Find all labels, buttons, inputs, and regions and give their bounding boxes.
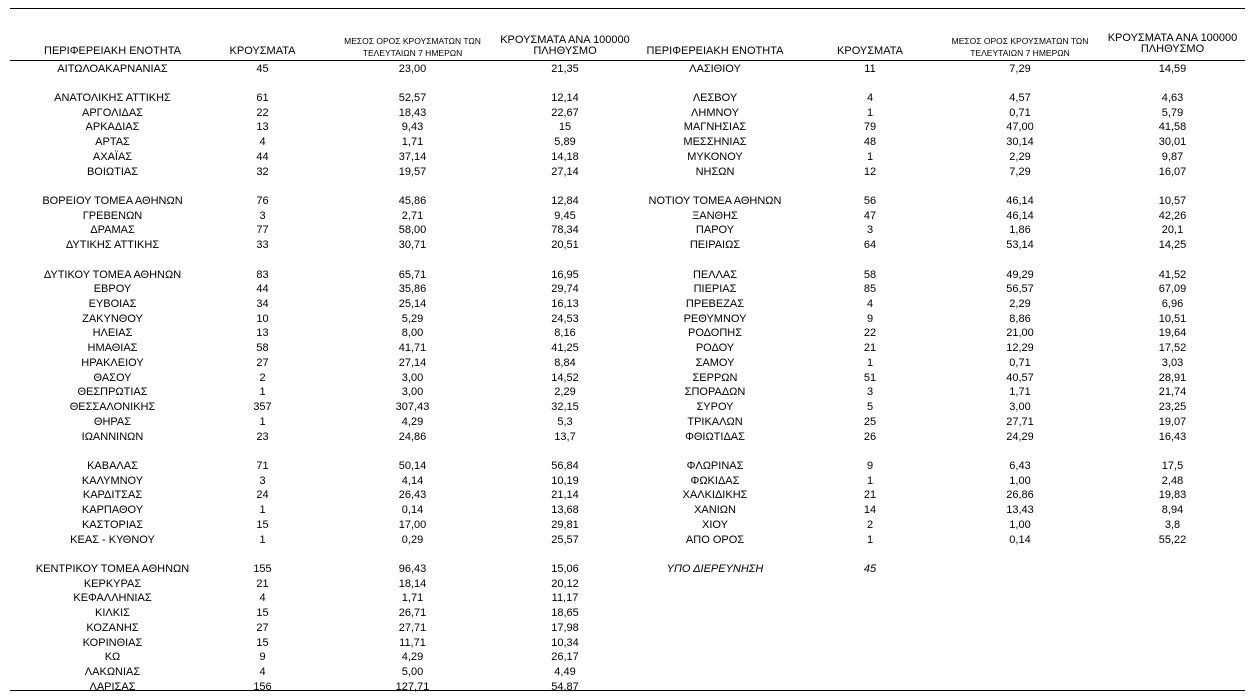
per100k-cell: 26,17 xyxy=(551,651,579,664)
region-name: ΓΡΕΒΕΝΩΝ xyxy=(82,209,143,222)
avg-cell: 24,86 xyxy=(398,430,427,443)
avg-cell: 56,57 xyxy=(1006,283,1034,296)
avg-cell: 2,71 xyxy=(401,209,424,222)
cases-cell: 10 xyxy=(256,312,269,325)
region-name: ΧΑΛΚΙΔΙΚΗΣ xyxy=(682,489,748,502)
region-name: ΚΕΡΚΥΡΑΣ xyxy=(83,577,142,590)
per100k-cell: 14,25 xyxy=(1158,239,1187,252)
cases-cell: 58 xyxy=(256,342,269,355)
cases-cell: 1 xyxy=(866,533,874,546)
avg-cell: 47,00 xyxy=(1006,121,1034,134)
header-per100k-right-line2: ΠΛΗΘΥΣΜΟ xyxy=(1140,43,1205,55)
cases-cell: 45 xyxy=(256,62,269,75)
avg-cell: 18,43 xyxy=(398,106,427,119)
region-name: ΠΕΛΛΑΣ xyxy=(692,268,738,281)
per100k-cell: 17,98 xyxy=(551,621,579,634)
region-name: ΠΕΙΡΑΙΩΣ xyxy=(689,239,741,252)
header-per100k-right xyxy=(1100,33,1245,55)
region-name: ΚΕΑΣ - ΚΥΘΝΟΥ xyxy=(70,533,155,546)
avg-cell: 6,43 xyxy=(1009,459,1031,472)
header-per100k-left-line2: ΠΛΗΘΥΣΜΟ xyxy=(533,45,597,57)
cases-cell: 83 xyxy=(256,268,269,281)
region-name: ΠΙΕΡΙΑΣ xyxy=(693,283,737,296)
avg-cell: 45,86 xyxy=(398,194,427,207)
per100k-cell: 2,29 xyxy=(554,386,576,399)
per100k-cell: 24,53 xyxy=(551,312,579,325)
per100k-cell: 23,25 xyxy=(1158,401,1187,414)
avg-cell: 18,14 xyxy=(398,577,427,590)
avg-cell: 8,86 xyxy=(1009,312,1031,325)
cases-cell: 357 xyxy=(253,401,272,414)
region-name: ΕΥΒΟΙΑΣ xyxy=(88,298,137,311)
region-name: ΚΑΒΑΛΑΣ xyxy=(87,459,138,472)
cases-cell: 32 xyxy=(256,165,269,178)
region-name: ΡΟΔΟΠΗΣ xyxy=(687,327,743,340)
region-name: ΗΛΕΙΑΣ xyxy=(92,327,133,340)
region-name: ΦΘΙΩΤΙΔΑΣ xyxy=(685,430,745,443)
avg-cell: 13,43 xyxy=(1006,504,1034,517)
per100k-cell: 41,25 xyxy=(551,342,579,355)
cases-cell: 1 xyxy=(259,386,266,399)
region-name: ΑΡΤΑΣ xyxy=(95,136,130,149)
avg-cell: 41,71 xyxy=(398,342,427,355)
cases-cell: 9 xyxy=(866,312,874,325)
per100k-cell: 17,52 xyxy=(1158,342,1187,355)
per100k-cell: 54,87 xyxy=(551,680,579,693)
cases-cell: 1 xyxy=(866,356,874,369)
header-avg-right-line2: ΤΕΛΕΥΤΑΙΩΝ 7 ΗΜΕΡΩΝ xyxy=(970,48,1070,58)
cases-cell: 47 xyxy=(863,209,877,222)
per100k-cell: 8,84 xyxy=(554,356,576,369)
per100k-cell: 20,1 xyxy=(1161,224,1184,237)
region-name: ΣΕΡΡΩΝ xyxy=(692,371,738,384)
header-avg-right-line1: ΜΕΣΟΣ ΟΡΟΣ ΚΡΟΥΣΜΑΤΩΝ ΤΩΝ xyxy=(951,36,1089,46)
cases-cell: 1 xyxy=(866,150,874,163)
per100k-cell: 21,74 xyxy=(1158,386,1187,399)
cases-cell: 15 xyxy=(256,607,269,620)
region-name: ΛΗΜΝΟΥ xyxy=(691,106,739,119)
region-name: ΠΡΕΒΕΖΑΣ xyxy=(685,298,745,311)
cases-cell: 9 xyxy=(259,651,266,664)
cases-cell: 76 xyxy=(256,194,269,207)
avg-cell: 3,00 xyxy=(1009,401,1031,414)
region-name: ΚΩ xyxy=(104,651,121,664)
per100k-cell: 10,34 xyxy=(551,636,579,649)
cases-cell: 9 xyxy=(866,459,874,472)
region-name: ΛΑΡΙΣΑΣ xyxy=(89,680,136,693)
per100k-cell: 16,95 xyxy=(551,268,579,281)
region-name: ΚΑΡΔΙΤΣΑΣ xyxy=(82,489,143,502)
per100k-cell: 3,8 xyxy=(1164,518,1181,531)
per100k-cell: 8,16 xyxy=(554,327,576,340)
header-region-right: ΠΕΡΙΦΕΡΕΙΑΚΗ ΕΝΟΤΗΤΑ xyxy=(646,45,784,57)
region-name: ΧΙΟΥ xyxy=(702,518,728,531)
avg-cell: 4,14 xyxy=(401,474,424,487)
per100k-cell: 56,84 xyxy=(551,459,579,472)
region-name: ΣΥΡΟΥ xyxy=(696,401,734,414)
per100k-cell: 20,51 xyxy=(551,239,579,252)
region-name: ΠΑΡΟΥ xyxy=(695,224,735,237)
avg-cell: 46,14 xyxy=(1006,209,1034,222)
region-name: ΚΑΛΥΜΝΟΥ xyxy=(81,474,144,487)
region-name: ΜΥΚΟΝΟΥ xyxy=(687,150,743,163)
region-name: ΑΧΑΪΑΣ xyxy=(92,150,133,163)
per100k-cell: 12,84 xyxy=(551,194,579,207)
cases-cell: 77 xyxy=(256,224,269,237)
avg-cell: 26,71 xyxy=(398,607,427,620)
cases-cell: 11 xyxy=(864,62,876,75)
avg-cell: 27,71 xyxy=(1006,415,1034,428)
avg-cell: 50,14 xyxy=(398,459,427,472)
region-name: ΛΑΚΩΝΙΑΣ xyxy=(84,666,141,679)
per100k-cell: 32,15 xyxy=(551,401,579,414)
avg-cell: 27,71 xyxy=(398,621,427,634)
region-name: ΗΡΑΚΛΕΙΟΥ xyxy=(81,356,144,369)
header-avg-left-line1: ΜΕΣΟΣ ΟΡΟΣ ΚΡΟΥΣΜΑΤΩΝ ΤΩΝ xyxy=(344,36,481,46)
cases-cell: 21 xyxy=(256,577,269,590)
cases-cell: 64 xyxy=(863,239,877,252)
avg-cell: 5,29 xyxy=(401,312,424,325)
cases-cell: 13 xyxy=(256,327,269,340)
per100k-cell: 27,14 xyxy=(551,165,579,178)
cases-cell: 27 xyxy=(256,621,269,634)
cases-cell: 26 xyxy=(863,430,877,443)
bottom-rule xyxy=(10,690,1245,691)
cases-cell: 5 xyxy=(866,401,874,414)
avg-cell: 127,71 xyxy=(395,680,430,693)
per100k-cell: 25,57 xyxy=(551,533,579,546)
region-name: ΑΡΚΑΔΙΑΣ xyxy=(85,121,140,134)
cases-cell: 15 xyxy=(256,518,269,531)
region-name: ΘΕΣΣΑΛΟΝΙΚΗΣ xyxy=(69,401,156,414)
per100k-cell: 18,65 xyxy=(551,607,579,620)
region-name: ΛΑΣΙΘΙΟΥ xyxy=(689,62,741,75)
per100k-cell: 8,94 xyxy=(1161,504,1184,517)
avg-cell: 23,00 xyxy=(398,62,427,75)
avg-cell: 4,57 xyxy=(1009,91,1031,104)
per100k-cell: 16,07 xyxy=(1158,165,1187,178)
avg-cell: 9,43 xyxy=(401,121,424,134)
avg-cell: 17,00 xyxy=(398,518,427,531)
per100k-cell: 16,43 xyxy=(1158,430,1187,443)
region-name: ΑΠΟ ΟΡΟΣ xyxy=(685,533,745,546)
region-name: ΚΑΣΤΟΡΙΑΣ xyxy=(81,518,144,531)
per100k-cell: 30,01 xyxy=(1158,136,1187,149)
region-name: ΘΕΣΠΡΩΤΙΑΣ xyxy=(77,386,148,399)
per100k-cell: 21,35 xyxy=(551,62,579,75)
per100k-cell: 14,52 xyxy=(551,371,579,384)
header-cases-left: ΚΡΟΥΣΜΑΤΑ xyxy=(229,45,296,57)
cases-cell: 34 xyxy=(256,298,269,311)
avg-cell: 49,29 xyxy=(1006,268,1034,281)
cases-cell: 85 xyxy=(863,283,877,296)
region-name: ΚΙΛΚΙΣ xyxy=(95,607,130,620)
region-name: ΤΡΙΚΑΛΩΝ xyxy=(687,415,743,428)
region-name: ΝΗΣΩΝ xyxy=(695,165,735,178)
avg-cell: 5,00 xyxy=(401,666,424,679)
avg-cell: 26,43 xyxy=(398,489,427,502)
cases-cell: 22 xyxy=(256,106,269,119)
region-name: ΘΑΣΟΥ xyxy=(93,371,132,384)
header-region-left: ΠΕΡΙΦΕΡΕΙΑΚΗ ΕΝΟΤΗΤΑ xyxy=(44,45,181,57)
per100k-cell: 15 xyxy=(558,121,572,134)
avg-cell: 26,86 xyxy=(1006,489,1034,502)
cases-cell: 79 xyxy=(863,121,877,134)
cases-cell: 2 xyxy=(866,518,874,531)
cases-cell: 56 xyxy=(863,194,877,207)
region-name: ΜΕΣΣΗΝΙΑΣ xyxy=(683,136,747,149)
header-per100k-left xyxy=(490,35,640,57)
per100k-cell: 21,14 xyxy=(551,489,579,502)
cases-cell: 27 xyxy=(256,356,269,369)
avg-cell: 1,71 xyxy=(1009,386,1031,399)
avg-cell: 0,14 xyxy=(1009,533,1031,546)
cases-cell: 1 xyxy=(259,533,266,546)
cases-cell: 44 xyxy=(256,150,269,163)
cases-cell: 44 xyxy=(256,283,269,296)
cases-cell: 15 xyxy=(256,636,269,649)
cases-cell: 23 xyxy=(256,430,269,443)
cases-cell: 48 xyxy=(863,136,877,149)
per100k-cell: 29,74 xyxy=(551,283,579,296)
avg-cell: 35,86 xyxy=(398,283,427,296)
per100k-cell: 20,12 xyxy=(551,577,579,590)
per100k-cell: 5,3 xyxy=(557,415,573,428)
avg-cell: 40,57 xyxy=(1006,371,1034,384)
region-name: ΔΥΤΙΚΗΣ ΑΤΤΙΚΗΣ xyxy=(65,239,160,252)
cases-cell: 33 xyxy=(256,239,269,252)
region-name: ΦΛΩΡΙΝΑΣ xyxy=(686,459,744,472)
avg-cell: 0,14 xyxy=(401,504,424,517)
avg-cell: 1,71 xyxy=(401,592,424,605)
per100k-cell: 14,18 xyxy=(551,150,579,163)
region-name: ΑΙΤΩΛΟΑΚΑΡΝΑΝΙΑΣ xyxy=(57,62,168,75)
per100k-cell: 78,34 xyxy=(551,224,579,237)
avg-cell: 30,71 xyxy=(398,239,427,252)
region-name: ΣΑΜΟΥ xyxy=(695,356,735,369)
cases-cell: 155 xyxy=(253,562,272,575)
region-name: ΖΑΚΥΝΘΟΥ xyxy=(82,312,143,325)
per100k-cell: 2,48 xyxy=(1161,474,1184,487)
region-name: ΧΑΝΙΩΝ xyxy=(694,504,736,517)
avg-cell: 2,29 xyxy=(1009,298,1031,311)
per100k-cell: 67,09 xyxy=(1158,283,1187,296)
cases-cell: 13 xyxy=(256,121,269,134)
region-name: ΚΑΡΠΑΘΟΥ xyxy=(81,504,144,517)
under-investigation-label: ΥΠΟ ΔΙΕΡΕΥΝΗΣΗ xyxy=(666,562,764,575)
cases-cell: 21 xyxy=(863,342,877,355)
cases-cell: 14 xyxy=(863,504,877,517)
header-avg-left xyxy=(330,36,495,59)
cases-cell: 24 xyxy=(256,489,269,502)
per100k-cell: 11,17 xyxy=(551,592,579,605)
per100k-cell: 15,06 xyxy=(551,562,579,575)
header-per100k-right-line1: ΚΡΟΥΣΜΑΤΑ ΑΝΑ 100000 xyxy=(1107,32,1238,44)
cases-cell: 3 xyxy=(259,209,266,222)
avg-cell: 307,43 xyxy=(395,401,430,414)
per100k-cell: 19,83 xyxy=(1158,489,1187,502)
cases-cell: 25 xyxy=(863,415,877,428)
per100k-cell: 12,14 xyxy=(551,91,579,104)
per100k-cell: 55,22 xyxy=(1158,533,1187,546)
cases-cell: 4 xyxy=(866,91,874,104)
cases-cell: 4 xyxy=(866,298,874,311)
cases-cell: 61 xyxy=(256,91,269,104)
per100k-cell: 42,26 xyxy=(1158,209,1187,222)
region-name: ΣΠΟΡΑΔΩΝ xyxy=(684,386,746,399)
region-name: ΑΝΑΤΟΛΙΚΗΣ ΑΤΤΙΚΗΣ xyxy=(54,91,171,104)
region-name: ΡΕΘΥΜΝΟΥ xyxy=(683,312,747,325)
avg-cell: 19,57 xyxy=(398,165,427,178)
per100k-cell: 29,81 xyxy=(551,518,579,531)
avg-cell: 24,29 xyxy=(1006,430,1034,443)
region-name: ΡΟΔΟΥ xyxy=(695,342,735,355)
avg-cell: 52,57 xyxy=(398,91,427,104)
per100k-cell: 41,52 xyxy=(1158,268,1187,281)
header-avg-left-line2: ΤΕΛΕΥΤΑΙΩΝ 7 ΗΜΕΡΩΝ xyxy=(362,48,463,58)
per100k-cell: 5,79 xyxy=(1161,106,1184,119)
avg-cell: 11,71 xyxy=(399,636,426,649)
region-name: ΕΒΡΟΥ xyxy=(93,283,132,296)
cases-cell: 2 xyxy=(259,371,266,384)
per100k-cell: 9,87 xyxy=(1161,150,1184,163)
avg-cell: 58,00 xyxy=(398,224,427,237)
per100k-cell: 41,58 xyxy=(1158,121,1187,134)
region-name: ΔΥΤΙΚΟΥ ΤΟΜΕΑ ΑΘΗΝΩΝ xyxy=(43,268,182,281)
top-rule xyxy=(10,8,1245,9)
per100k-cell: 6,96 xyxy=(1161,298,1184,311)
per100k-cell: 10,51 xyxy=(1158,312,1187,325)
avg-cell: 12,29 xyxy=(1006,342,1034,355)
cases-cell: 12 xyxy=(863,165,877,178)
avg-cell: 7,29 xyxy=(1009,62,1031,75)
per100k-cell: 10,19 xyxy=(551,474,579,487)
avg-cell: 2,29 xyxy=(1009,150,1031,163)
avg-cell: 1,00 xyxy=(1009,518,1031,531)
cases-cell: 22 xyxy=(863,327,877,340)
per100k-cell: 9,45 xyxy=(554,209,576,222)
cases-cell: 21 xyxy=(863,489,877,502)
avg-cell: 96,43 xyxy=(398,562,427,575)
avg-cell: 8,00 xyxy=(401,327,424,340)
avg-cell: 30,14 xyxy=(1006,136,1034,149)
cases-cell: 3 xyxy=(866,224,874,237)
avg-cell: 4,29 xyxy=(401,415,424,428)
header-cases-right: ΚΡΟΥΣΜΑΤΑ xyxy=(837,45,903,57)
region-name: ΦΩΚΙΔΑΣ xyxy=(690,474,740,487)
cases-cell: 58 xyxy=(863,268,877,281)
avg-cell: 0,71 xyxy=(1009,106,1031,119)
avg-cell: 53,14 xyxy=(1006,239,1034,252)
cases-cell: 1 xyxy=(259,504,266,517)
avg-cell: 25,14 xyxy=(398,298,427,311)
region-name: ΛΕΣΒΟΥ xyxy=(692,91,738,104)
header-avg-right xyxy=(940,36,1100,59)
cases-cell: 3 xyxy=(259,474,266,487)
region-name: ΘΗΡΑΣ xyxy=(93,415,132,428)
region-name: ΝΟΤΙΟΥ ΤΟΜΕΑ ΑΘΗΝΩΝ xyxy=(648,194,782,207)
region-name: ΒΟΡΕΙΟΥ ΤΟΜΕΑ ΑΘΗΝΩΝ xyxy=(42,194,183,207)
region-name: ΚΟΡΙΝΘΙΑΣ xyxy=(82,636,143,649)
cases-cell: 71 xyxy=(256,459,269,472)
per100k-cell: 19,64 xyxy=(1158,327,1187,340)
cases-cell: 1 xyxy=(866,106,874,119)
avg-cell: 1,71 xyxy=(401,136,424,149)
per100k-cell: 19,07 xyxy=(1158,415,1187,428)
header-per100k-left-line1: ΚΡΟΥΣΜΑΤΑ ΑΝΑ 100000 xyxy=(500,34,630,46)
per100k-cell: 5,89 xyxy=(554,136,576,149)
per100k-cell: 14,59 xyxy=(1158,62,1187,75)
avg-cell: 0,29 xyxy=(401,533,424,546)
cases-cell: 1 xyxy=(259,415,266,428)
per100k-cell: 4,63 xyxy=(1161,91,1184,104)
region-name: ΚΟΖΑΝΗΣ xyxy=(86,621,139,634)
avg-cell: 7,29 xyxy=(1009,165,1031,178)
avg-cell: 27,14 xyxy=(398,356,427,369)
cases-cell: 4 xyxy=(259,592,266,605)
avg-cell: 46,14 xyxy=(1006,194,1034,207)
per100k-cell: 10,57 xyxy=(1158,194,1187,207)
under-investigation-cases: 45 xyxy=(863,562,877,575)
region-name: ΚΕΝΤΡΙΚΟΥ ΤΟΜΕΑ ΑΘΗΝΩΝ xyxy=(35,562,190,575)
per100k-cell: 13,68 xyxy=(551,504,579,517)
cases-cell: 4 xyxy=(259,136,266,149)
avg-cell: 65,71 xyxy=(398,268,427,281)
region-name: ΞΑΝΘΗΣ xyxy=(692,209,738,222)
region-name: ΚΕΦΑΛΛΗΝΙΑΣ xyxy=(73,592,152,605)
region-name: ΑΡΓΟΛΙΔΑΣ xyxy=(82,106,143,119)
cases-cell: 3 xyxy=(866,386,874,399)
region-name: ΗΜΑΘΙΑΣ xyxy=(87,342,138,355)
per100k-cell: 13,7 xyxy=(554,430,576,443)
avg-cell: 37,14 xyxy=(398,150,427,163)
per100k-cell: 22,67 xyxy=(551,106,579,119)
avg-cell: 0,71 xyxy=(1009,356,1031,369)
per100k-cell: 17,5 xyxy=(1161,459,1184,472)
region-name: ΔΡΑΜΑΣ xyxy=(90,224,135,237)
per100k-cell: 16,13 xyxy=(551,298,579,311)
avg-cell: 3,00 xyxy=(401,371,424,384)
cases-cell: 51 xyxy=(863,371,877,384)
avg-cell: 21,00 xyxy=(1006,327,1034,340)
cases-cell: 1 xyxy=(866,474,874,487)
cases-cell: 156 xyxy=(253,680,272,693)
per100k-cell: 28,91 xyxy=(1158,371,1187,384)
cases-cell: 4 xyxy=(259,666,266,679)
region-name: ΙΩΑΝΝΙΝΩΝ xyxy=(81,430,144,443)
region-name: ΜΑΓΝΗΣΙΑΣ xyxy=(683,121,747,134)
avg-cell: 1,00 xyxy=(1009,474,1031,487)
avg-cell: 4,29 xyxy=(401,651,424,664)
per100k-cell: 3,03 xyxy=(1161,356,1184,369)
region-name: ΒΟΙΩΤΙΑΣ xyxy=(86,165,139,178)
per100k-cell: 4,49 xyxy=(554,666,576,679)
avg-cell: 1,86 xyxy=(1009,224,1031,237)
avg-cell: 3,00 xyxy=(401,386,424,399)
